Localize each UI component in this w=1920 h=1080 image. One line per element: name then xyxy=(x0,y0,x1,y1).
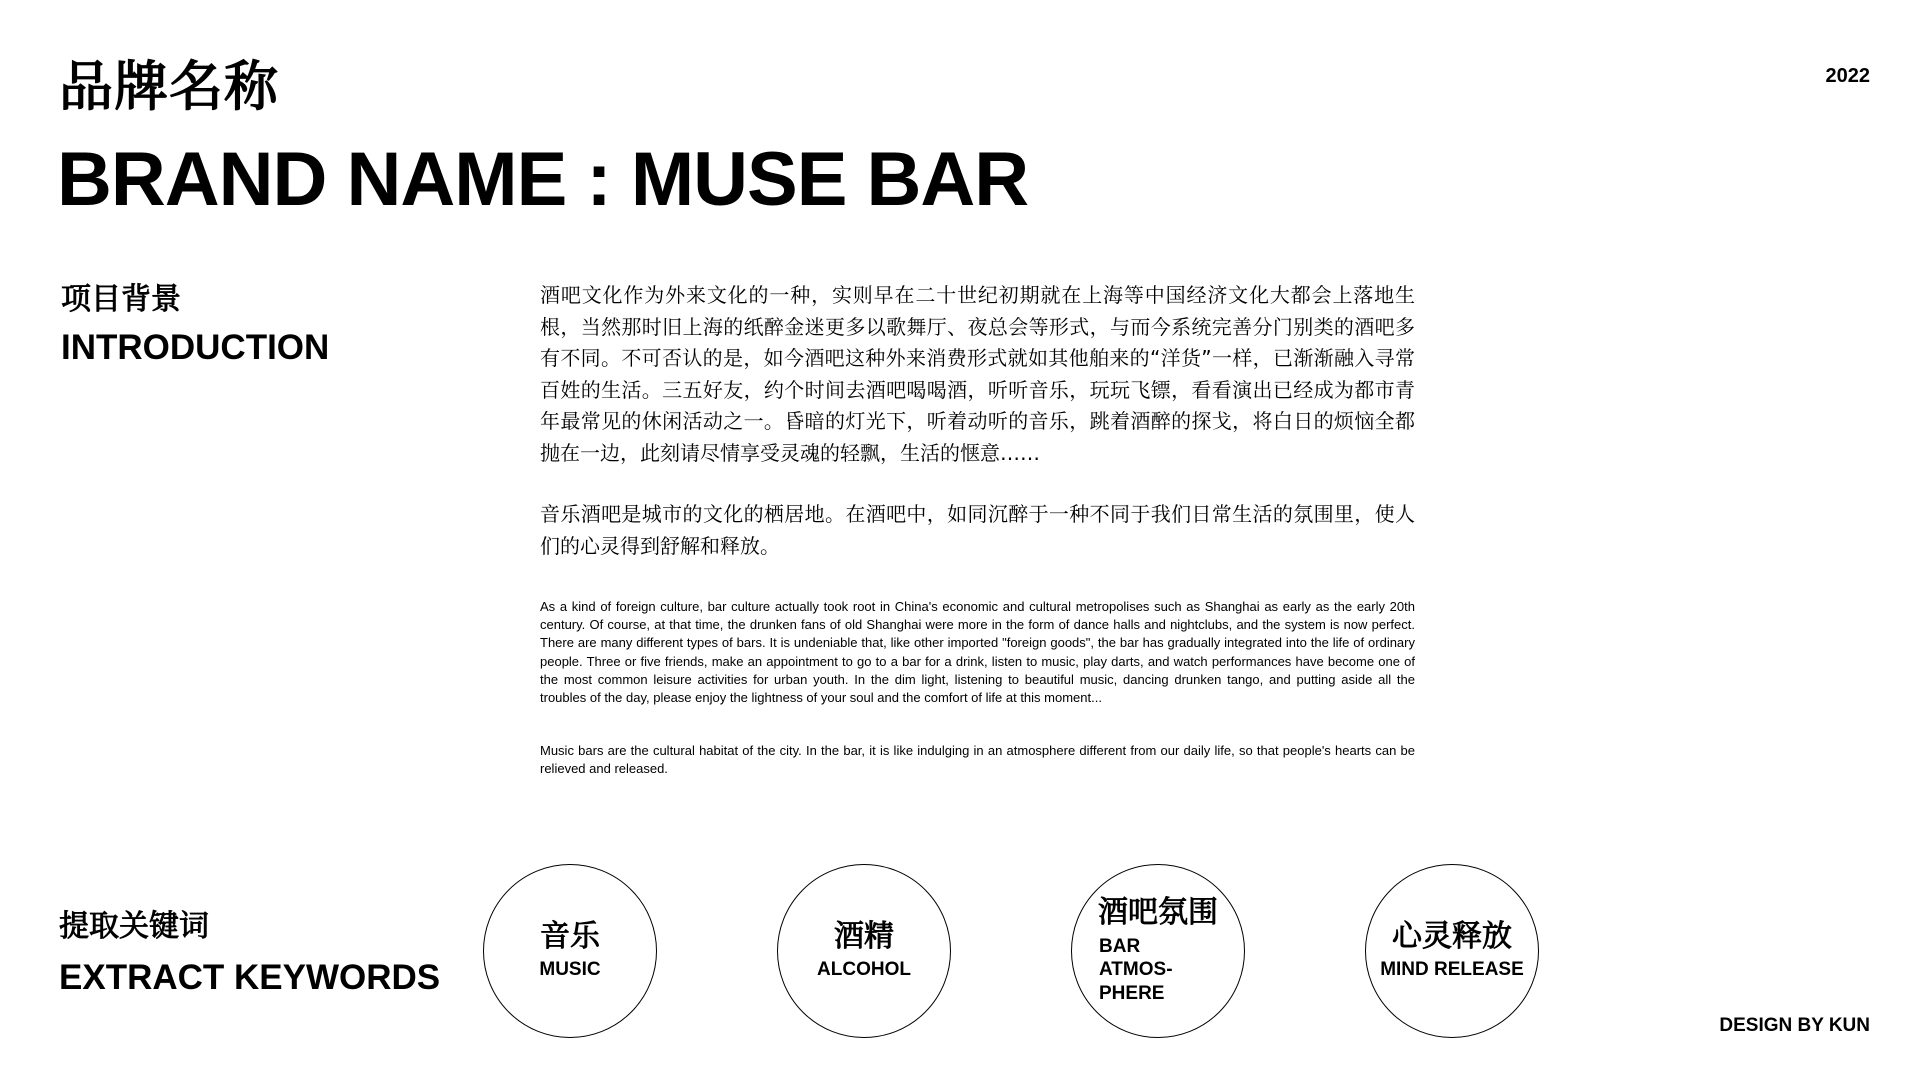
keywords-heading-en: EXTRACT KEYWORDS xyxy=(59,958,441,997)
page-title-cn: 品牌名称 xyxy=(59,55,279,118)
design-credit: DESIGN BY KUN xyxy=(1719,1015,1870,1036)
keyword-en: MIND RELEASE xyxy=(1380,959,1524,981)
keyword-en: BAR ATMOS-PHERE xyxy=(1099,935,1173,1005)
keyword-cn: 心灵释放 xyxy=(1392,918,1512,954)
keyword-cn: 酒吧氛围 xyxy=(1098,895,1218,931)
introduction-paragraph-en-1 xyxy=(540,598,1415,707)
keyword-circle-mind-release xyxy=(1365,864,1539,1038)
keyword-cn: 音乐 xyxy=(540,918,600,954)
keyword-circle-music xyxy=(483,864,657,1038)
introduction-paragraph-cn-2 xyxy=(540,499,1415,562)
keywords-heading-cn: 提取关键词 xyxy=(59,909,209,944)
introduction-heading-cn: 项目背景 xyxy=(61,282,181,317)
keyword-en: MUSIC xyxy=(539,959,601,981)
introduction-paragraph-cn-1 xyxy=(540,280,1415,469)
keyword-en: ALCOHOL xyxy=(817,959,911,981)
paragraph-text: Music bars are the cultural habitat of the city. In the bar, it is like indulging in an atmosphere different from our daily life, so that people's hearts can be relieved and released. xyxy=(540,743,1415,777)
paragraph-text: 酒吧文化作为外来文化的一种，实则早在二十世纪初期就在上海等中国经济文化大都会上落地生根，当然那时旧上海的纸醉金迷更多以歌舞厅、夜总会等形式，与而今系统完善分门别类的酒吧多有不同。不可否认的是，如今酒吧这种外来消费形式就如其他舶来的“洋货”一样，已渐渐融入寻常百姓的生活。三五好友，约个时间去酒吧喝喝酒，听听音乐，玩玩飞镖，看看演出已经成为都市青年最常见的休闲活动之一。昏暗的灯光下，听着动听的音乐，跳着酒醉的探戈，将白日的烦恼全都抛在一边，此刻请尽情享受灵魂的轻飘，生活的惬意…… xyxy=(540,283,1415,465)
year-label: 2022 xyxy=(1825,65,1870,87)
keyword-circle-alcohol xyxy=(777,864,951,1038)
page-title-en: BRAND NAME : MUSE BAR xyxy=(57,137,1029,222)
paragraph-text: As a kind of foreign culture, bar culture actually took root in China's economic and cultural metropolises such as Shanghai as early as the early 20th century. Of course, at that time, the drunken fans of old Shanghai were more in the form of dance halls and nightclubs, and the system is now perfect. There are many different types of bars. It is undeniable that, like other imported "foreign goods", the bar has gradually integrated into the life of ordinary people. Three or five friends, make an appointment to go to a bar for a drink, listen to music, play darts, and watch performances have become one of the most common leisure activities for urban youth. In the dim light, listening to beautiful music, dancing drunken tango, and putting aside all the troubles of the day, please enjoy the lightness of your soul and the comfort of life at this moment... xyxy=(540,599,1415,706)
keyword-cn: 酒精 xyxy=(834,918,894,954)
introduction-heading-en: INTRODUCTION xyxy=(61,328,330,367)
keyword-circle-bar-atmosphere xyxy=(1071,864,1245,1038)
paragraph-text: 音乐酒吧是城市的文化的栖居地。在酒吧中，如同沉醉于一种不同于我们日常生活的氛围里，使人们的心灵得到舒解和释放。 xyxy=(540,502,1415,558)
introduction-paragraph-en-2 xyxy=(540,742,1415,778)
